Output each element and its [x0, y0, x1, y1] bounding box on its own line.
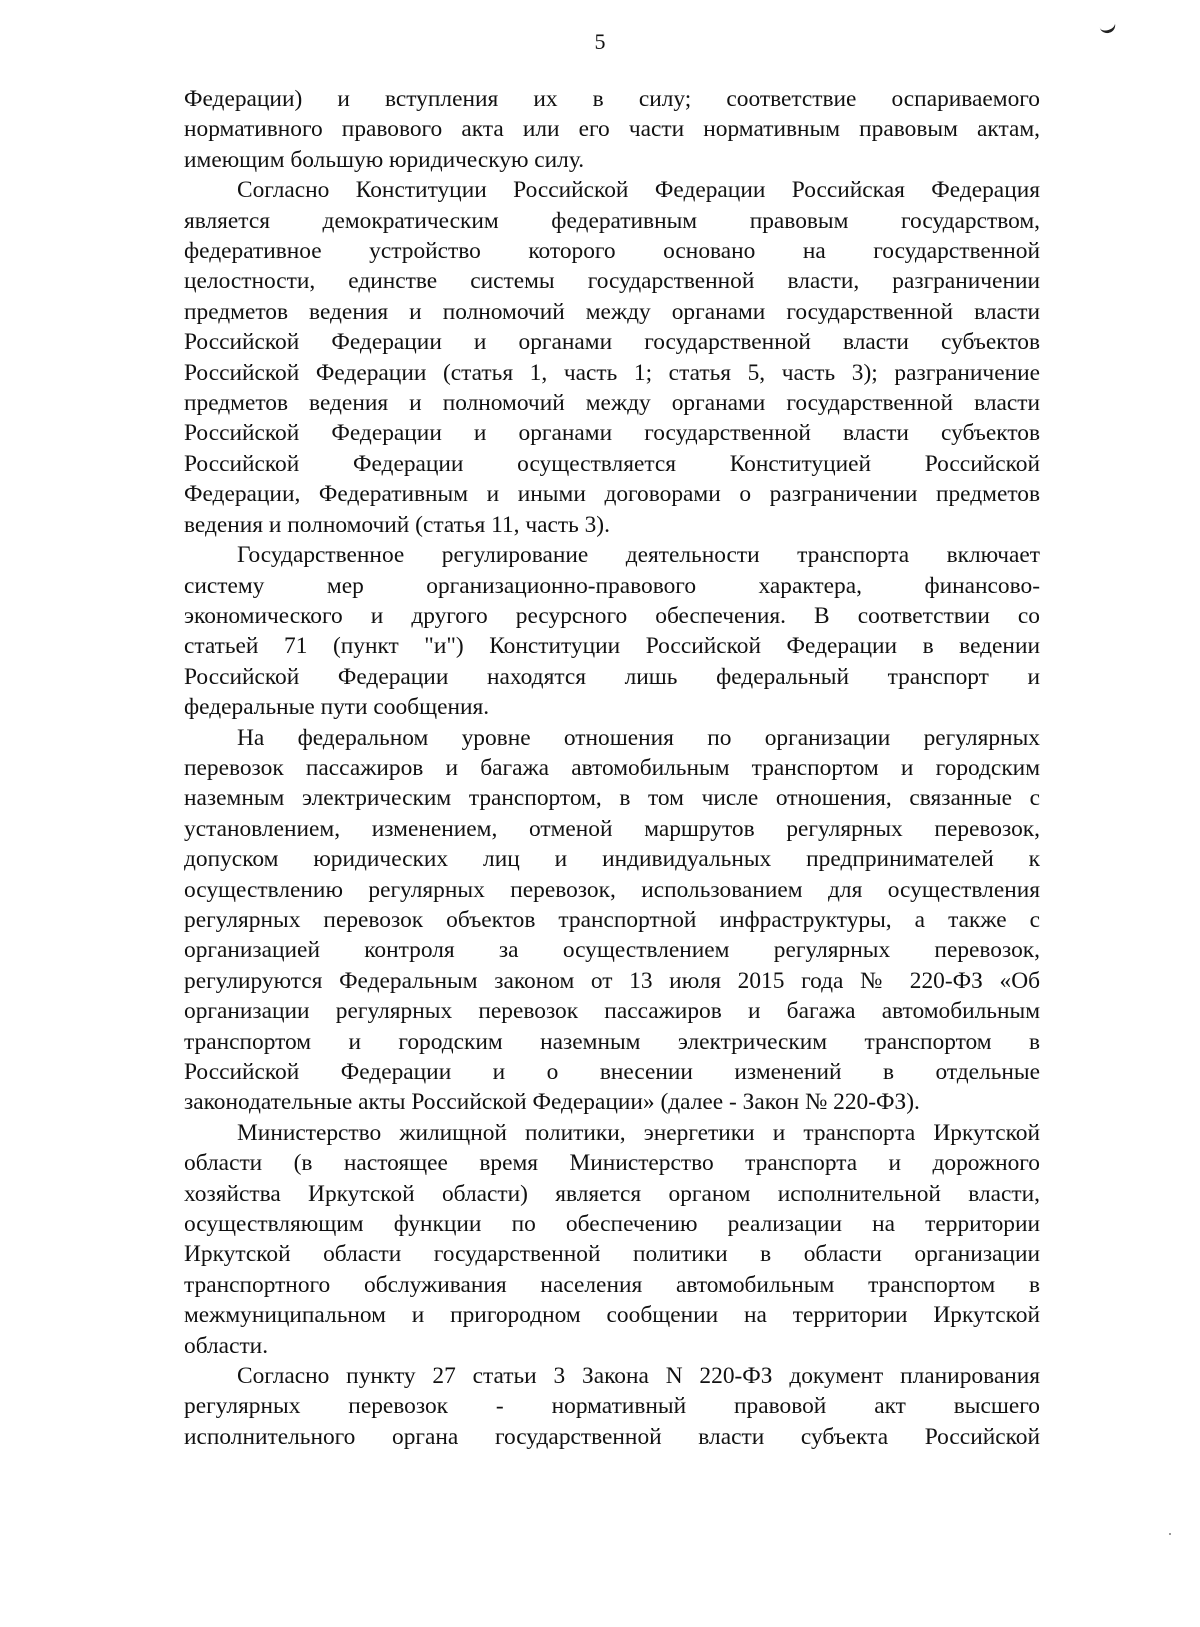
text-line: области (в настоящее время Министерство транспорта и дорожного — [184, 1150, 1040, 1177]
text-line: Согласно пункту 27 статьи 3 Закона N 220-ФЗ документ планирования — [237, 1363, 1040, 1390]
paragraph-2 — [184, 175, 1040, 540]
text-line: федеративное устройство которого основано на государственной — [184, 238, 1040, 265]
text-line: установлением, изменением, отменой маршрутов регулярных перевозок, — [184, 815, 1040, 842]
text-line: Иркутской области государственной политики в области организации — [184, 1241, 1040, 1268]
text-line: предметов ведения и полномочий между органами государственной власти — [184, 390, 1040, 417]
text-line: межмуниципальном и пригородном сообщении на территории Иркутской — [184, 1302, 1040, 1329]
text-line: На федеральном уровне отношения по организации регулярных — [237, 724, 1040, 751]
text-line: целостности, единстве системы государственной власти, разграничении — [184, 268, 1040, 295]
text-line: Федерации, Федеративным и иными договорами о разграничении предметов — [184, 481, 1040, 508]
text-line: перевозок пассажиров и багажа автомобильным транспортом и городским — [184, 754, 1040, 781]
text-line: хозяйства Иркутской области) является органом исполнительной власти, — [184, 1180, 1040, 1207]
page-number: 5 — [594, 29, 606, 54]
text-line: Федерации) и вступления их в силу; соответствие оспариваемого — [184, 86, 1040, 112]
paragraph-1 — [184, 84, 1040, 175]
text-line: области. — [184, 1332, 269, 1359]
text-line: является демократическим федеративным правовым государством, — [184, 207, 1040, 234]
document-body — [184, 84, 1040, 1452]
text-line: Российской Федерации (статья 1, часть 1; статья 5, часть 3); разграничение — [184, 359, 1040, 386]
text-line: организации регулярных перевозок пассажиров и багажа автомобильным — [184, 998, 1040, 1025]
text-line: Государственное регулирование деятельности транспорта включает — [237, 542, 1040, 569]
text-line: транспортом и городским наземным электрическим транспортом в — [184, 1028, 1040, 1055]
text-line: систему мер организационно-правового характера, финансово- — [184, 572, 1040, 599]
text-line: Согласно Конституции Российской Федерации Российская Федерация — [237, 177, 1040, 204]
text-line: статьей 71 (пункт "и") Конституции Российской Федерации в ведении — [184, 633, 1040, 660]
text-line: регулярных перевозок объектов транспортной инфраструктуры, а также с — [184, 906, 1040, 933]
text-line: регулируются Федеральным законом от 13 июля 2015 года № 220-ФЗ «Об — [184, 967, 1040, 994]
text-line: Министерство жилищной политики, энергетики и транспорта Иркутской — [237, 1119, 1040, 1146]
paragraph-3 — [184, 540, 1040, 722]
text-line: Российской Федерации находятся лишь федеральный транспорт и — [184, 663, 1040, 690]
text-line: осуществляющим функции по обеспечению реализации на территории — [184, 1211, 1040, 1238]
text-line: Российской Федерации и органами государственной власти субъектов — [184, 329, 1040, 356]
text-line: законодательные акты Российской Федерации» (далее - Закон № 220-ФЗ). — [184, 1089, 920, 1116]
text-line: предметов ведения и полномочий между органами государственной власти — [184, 298, 1040, 325]
text-line: исполнительного органа государственной власти субъекта Российской — [184, 1423, 1040, 1450]
text-line: осуществлению регулярных перевозок, использованием для осуществления — [184, 876, 1040, 903]
text-line: федеральные пути сообщения. — [184, 694, 490, 721]
scan-speck — [1169, 1533, 1171, 1535]
paragraph-4 — [184, 723, 1040, 1118]
text-line: ведения и полномочий (статья 11, часть 3). — [184, 511, 610, 538]
text-line: допуском юридических лиц и индивидуальных предпринимателей к — [184, 846, 1040, 873]
paragraph-5 — [184, 1118, 1040, 1361]
text-line: экономического и другого ресурсного обеспечения. В соответствии со — [184, 602, 1040, 629]
text-line: регулярных перевозок - нормативный правовой акт высшего — [184, 1393, 1040, 1420]
text-line: Российской Федерации и о внесении изменений в отдельные — [184, 1059, 1040, 1085]
text-line: транспортного обслуживания населения автомобильным транспортом в — [184, 1271, 1040, 1298]
text-line: организацией контроля за осуществлением регулярных перевозок, — [184, 937, 1040, 964]
text-line: наземным электрическим транспортом, в том числе отношения, связанные с — [184, 785, 1040, 812]
text-line: Российской Федерации и органами государственной власти субъектов — [184, 420, 1040, 447]
paragraph-6 — [184, 1361, 1040, 1452]
text-line: нормативного правового акта или его части нормативным правовым актам, — [184, 116, 1040, 143]
text-line: имеющим большую юридическую силу. — [184, 146, 585, 173]
text-line: Российской Федерации осуществляется Конституцией Российской — [184, 450, 1040, 477]
